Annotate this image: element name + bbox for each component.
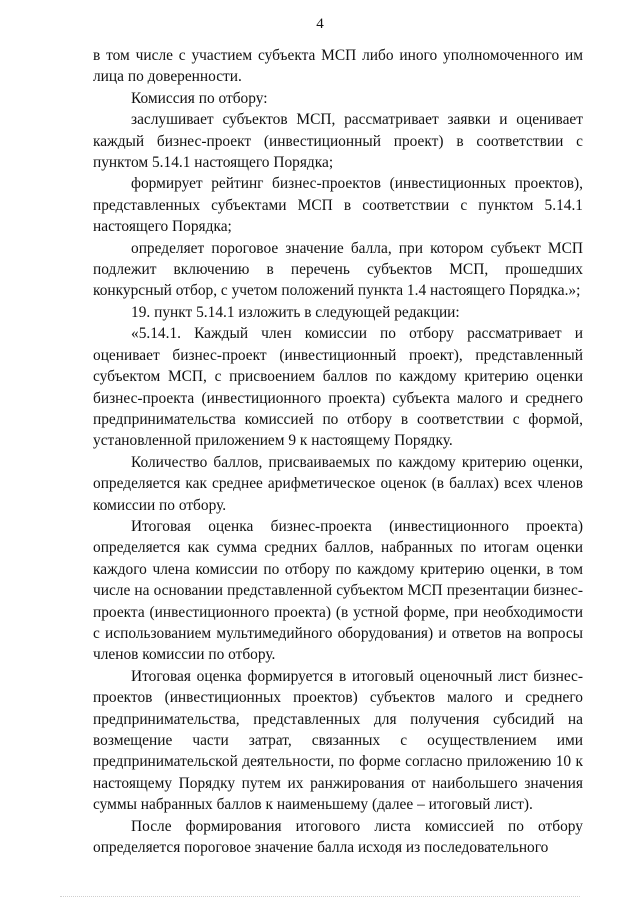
paragraph-final-score: Итоговая оценка бизнес-проекта (инвестиционного проекта) определяется как сумма средних баллов, набранных по итогам оценки каждого члена комиссии по отбору по каждому критерию оценки, в том числе на основании представленной субъектом МСП презентации бизнес-проекта (инвестиционного проекта) (в устной форме, при необходимости с использованием мультимедийного оборудования) и ответов на вопросы членов комиссии по отбору. (93, 517, 583, 664)
paragraph-clause-5-14-1: «5.14.1. Каждый член комиссии по отбору рассматривает и оценивает бизнес-проект (инвестиционный проект), представленный субъектом МСП, с присвоением баллов по каждому критерию оценки бизнес-проекта (инвестиционного проекта) субъекта малого и среднего предпринимательства комиссией по отбору в соответствии с формой, установленной приложением 9 к настоящему Порядку. (93, 325, 583, 450)
page-number: 4 (316, 16, 324, 32)
paragraph-commission-rating: формирует рейтинг бизнес-проектов (инвестиционных проектов), представленных субъектами МСП в соответствии с пунктом 5.14.1 настоящего Порядка; (93, 175, 583, 236)
paragraph-continuation: в том числе с участием субъекта МСП либо иного уполномоченного им лица по доверенности. (93, 47, 583, 86)
paragraph-points-count: Количество баллов, присваиваемых по каждому критерию оценки, определяется как среднее арифметическое оценок (в баллах) всех членов комиссии по отбору. (93, 453, 583, 514)
paragraph-commission-heading: Комиссия по отбору: (131, 89, 268, 107)
paragraph-item-19: 19. пункт 5.14.1 изложить в следующей редакции: (131, 303, 460, 321)
paragraph-final-sheet: Итоговая оценка формируется в итоговый оценочный лист бизнес-проектов (инвестиционных проектов) субъектов малого и среднего предпринимательства, представленных для получения субсидий на возмещение части затрат, связанных с осуществлением ими предпринимательской деятельности, по форме согласно приложению 10 к настоящему Порядку путем их ранжирования от наибольшего значения суммы набранных баллов к наименьшему (далее – итоговый лист). (93, 667, 583, 814)
paragraph-threshold-determination: После формирования итогового листа комиссией по отбору определяется пороговое значение балла исходя из последовательного (93, 817, 583, 857)
document-body (93, 45, 583, 858)
page-bottom-edge (60, 896, 580, 897)
paragraph-commission-threshold: определяет пороговое значение балла, при котором субъект МСП подлежит включению в перечень субъектов МСП, прошедших конкурсный отбор, с учетом положений пункта 1.4 настоящего Порядка.»; (93, 239, 583, 300)
paragraph-commission-hears: заслушивает субъектов МСП, рассматривает заявки и оценивает каждый бизнес-проект (инвестиционный проект) в соответствии с пунктом 5.14.1 настоящего Порядка; (93, 111, 583, 172)
